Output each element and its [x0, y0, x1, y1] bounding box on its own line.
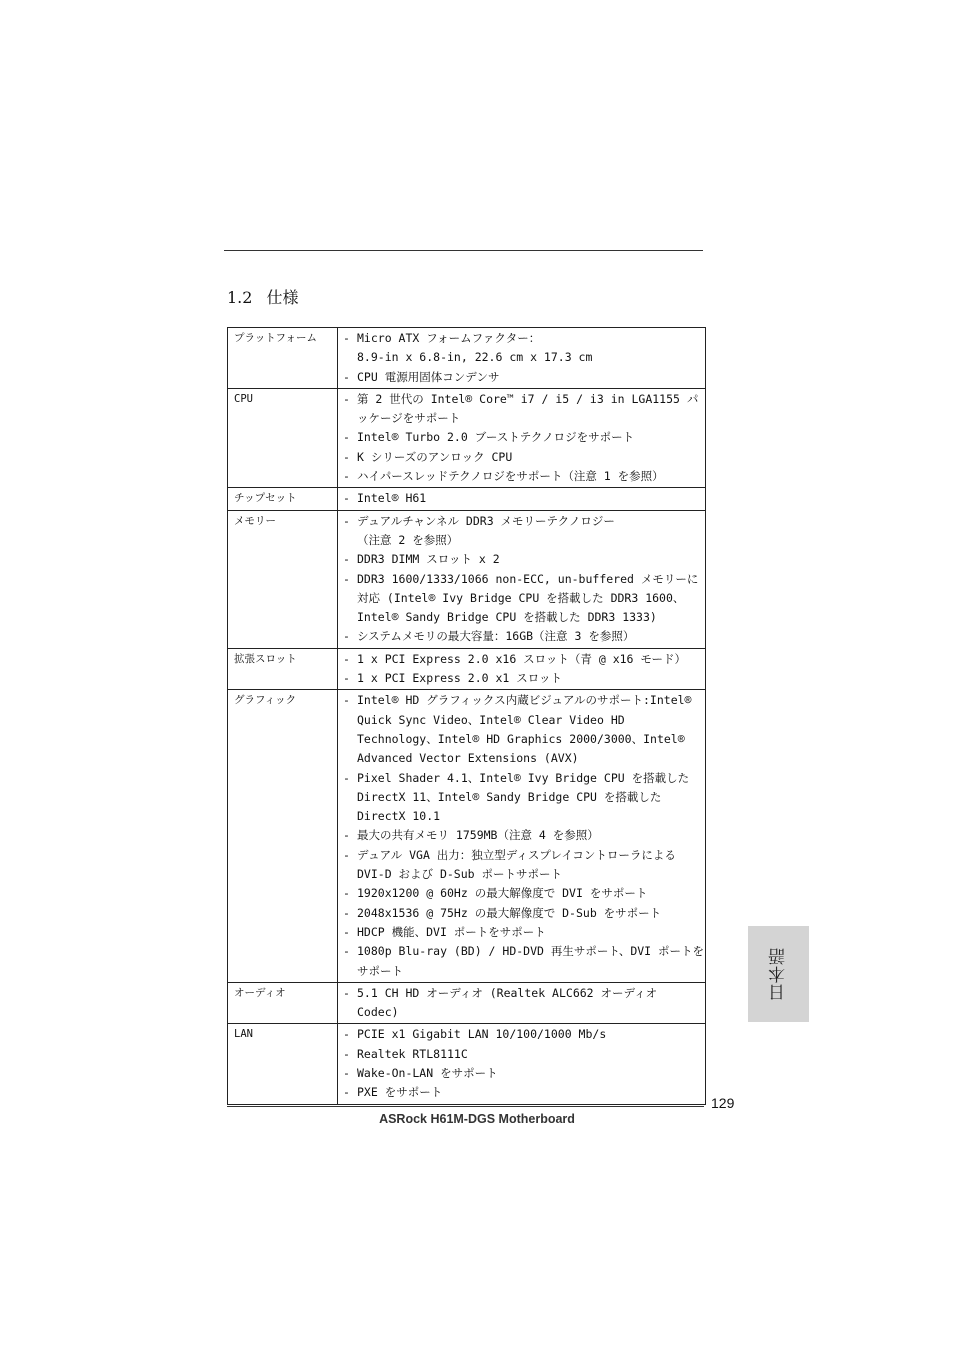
bullet-dash: -	[343, 944, 350, 959]
spec-label: CPU	[228, 388, 338, 487]
spec-item	[343, 489, 705, 508]
language-tab-label: 日本語	[769, 947, 789, 1001]
spec-label: グラフィック	[228, 690, 338, 982]
spec-item	[343, 942, 705, 981]
spec-item	[343, 826, 705, 845]
spec-item-text: 1920x1200 @ 60Hz の最大解像度で DVI をサポート	[357, 886, 648, 901]
spec-item-text: CPU 電源用固体コンデンサ	[357, 369, 500, 384]
section-number: 1.2	[227, 288, 253, 307]
spec-label: 拡張スロット	[228, 648, 338, 690]
spec-item	[343, 329, 705, 368]
spec-item	[343, 467, 705, 486]
spec-row	[228, 388, 706, 487]
section-heading	[227, 285, 298, 308]
top-divider	[224, 250, 703, 251]
spec-item	[343, 390, 705, 429]
spec-item-text: Intel® H61	[357, 491, 427, 506]
bullet-dash: -	[343, 770, 350, 785]
bullet-dash: -	[343, 651, 350, 666]
spec-item-text: DDR3 DIMM スロット x 2	[357, 552, 500, 567]
spec-values	[338, 388, 706, 487]
spec-row	[228, 1024, 706, 1104]
spec-values	[338, 1024, 706, 1104]
bullet-dash: -	[343, 369, 350, 384]
spec-item	[343, 669, 705, 688]
page-number: 129	[711, 1095, 735, 1111]
bullet-dash: -	[343, 1027, 350, 1042]
bullet-dash: -	[343, 671, 350, 686]
spec-item-text: 第 2 世代の Intel® Core™ i7 / i5 / i3 in LGA1155 パッケージをサポート	[357, 391, 699, 426]
spec-label: オーディオ	[228, 982, 338, 1024]
spec-values	[338, 648, 706, 690]
bullet-dash: -	[343, 828, 350, 843]
spec-values	[338, 510, 706, 648]
bullet-dash: -	[343, 1046, 350, 1061]
spec-item	[343, 448, 705, 467]
bullet-dash: -	[343, 430, 350, 445]
spec-item-text: 1 x PCI Express 2.0 x1 スロット	[357, 671, 563, 686]
section-title: 仕様	[266, 288, 299, 307]
spec-item-text: Intel® Turbo 2.0 ブーストテクノロジをサポート	[357, 430, 635, 445]
bullet-dash: -	[343, 693, 350, 708]
spec-item	[343, 884, 705, 903]
spec-item-text: PXE をサポート	[357, 1085, 443, 1100]
bullet-dash: -	[343, 469, 350, 484]
spec-item	[343, 691, 705, 768]
spec-item	[343, 1064, 705, 1083]
spec-item	[343, 368, 705, 387]
spec-item	[343, 1083, 705, 1102]
spec-item-text: 最大の共有メモリ 1759MB（注意 4 を参照）	[357, 828, 599, 843]
spec-label: メモリー	[228, 510, 338, 648]
spec-item	[343, 428, 705, 447]
spec-label: LAN	[228, 1024, 338, 1104]
spec-row	[228, 510, 706, 648]
language-tab	[748, 926, 809, 1022]
spec-table-body	[228, 328, 706, 1105]
spec-item	[343, 769, 705, 827]
bullet-dash: -	[343, 905, 350, 920]
spec-item-text: Realtek RTL8111C	[357, 1046, 468, 1061]
spec-item-text: 1 x PCI Express 2.0 x16 スロット（青 @ x16 モード）	[357, 651, 686, 666]
spec-values	[338, 488, 706, 510]
spec-values	[338, 328, 706, 389]
spec-item	[343, 984, 705, 1023]
bullet-dash: -	[343, 449, 350, 464]
spec-item	[343, 512, 705, 551]
bullet-dash: -	[343, 552, 350, 567]
spec-item	[343, 627, 705, 646]
spec-values	[338, 982, 706, 1024]
spec-row	[228, 488, 706, 510]
spec-item	[343, 570, 705, 628]
bullet-dash: -	[343, 924, 350, 939]
spec-item-text: K シリーズのアンロック CPU	[357, 449, 513, 464]
bullet-dash: -	[343, 1085, 350, 1100]
spec-item-text: Intel® HD グラフィックス内蔵ビジュアルのサポート:Intel® Quick Sync Video、Intel® Clear Video HD Technology、Intel® HD Graphics 2000/3000、Intel® Advanced Vector Extensions (AVX)	[357, 693, 692, 766]
spec-item-text: 2048x1536 @ 75Hz の最大解像度で D-Sub をサポート	[357, 905, 662, 920]
bullet-dash: -	[343, 847, 350, 862]
bullet-dash: -	[343, 1065, 350, 1080]
spec-item	[343, 846, 705, 885]
spec-item-text: HDCP 機能、DVI ポートをサポート	[357, 924, 546, 939]
spec-row	[228, 982, 706, 1024]
spec-item-text: DDR3 1600/1333/1066 non-ECC, un-buffered メモリーに対応 (Intel® Ivy Bridge CPU を搭載した DDR3 1600、Intel® Sandy Bridge CPU を搭載した DDR3 1333)	[357, 571, 699, 625]
spec-item-text: Wake-On-LAN をサポート	[357, 1065, 498, 1080]
spec-item-text: Micro ATX フォームファクター： 8.9-in x 6.8-in, 22.6 cm x 17.3 cm	[357, 331, 593, 365]
bullet-dash: -	[343, 985, 350, 1000]
spec-item	[343, 904, 705, 923]
spec-label: プラットフォーム	[228, 328, 338, 389]
spec-item	[343, 650, 705, 669]
bullet-dash: -	[343, 391, 350, 406]
spec-row	[228, 690, 706, 982]
spec-item	[343, 550, 705, 569]
bullet-dash: -	[343, 571, 350, 586]
spec-item-text: デュアルチャンネル DDR3 メモリーテクノロジー （注意 2 を参照）	[357, 513, 615, 547]
spec-item-text: デュアル VGA 出力：独立型ディスプレイコントローラによる DVI-D および D-Sub ポートサポート	[357, 847, 676, 882]
spec-label: チップセット	[228, 488, 338, 510]
spec-item-text: 1080p Blu-ray (BD) / HD-DVD 再生サポート、DVI ポートをサポート	[357, 944, 705, 978]
bullet-dash: -	[343, 513, 350, 528]
spec-item-text: Pixel Shader 4.1、Intel® Ivy Bridge CPU を搭載した DirectX 11、Intel® Sandy Bridge CPU を搭載した DirectX 10.1	[357, 770, 690, 824]
spec-row	[228, 648, 706, 690]
spec-row	[228, 328, 706, 389]
footer-text: ASRock H61M-DGS Motherboard	[379, 1112, 575, 1126]
bullet-dash: -	[343, 629, 350, 644]
spec-item-text: ハイパースレッドテクノロジをサポート（注意 1 を参照）	[357, 469, 664, 484]
bullet-dash: -	[343, 331, 350, 345]
spec-item	[343, 1045, 705, 1064]
bullet-dash: -	[343, 491, 350, 506]
spec-table	[227, 327, 706, 1105]
bullet-dash: -	[343, 886, 350, 901]
spec-item-text: PCIE x1 Gigabit LAN 10/100/1000 Mb/s	[357, 1027, 607, 1042]
spec-item	[343, 923, 705, 942]
spec-item	[343, 1025, 705, 1044]
spec-item-text: システムメモリの最大容量：16GB（注意 3 を参照）	[357, 629, 635, 644]
bottom-divider	[227, 1106, 704, 1107]
spec-item-text: 5.1 CH HD オーディオ (Realtek ALC662 オーディオ Codec)	[357, 985, 658, 1020]
spec-values	[338, 690, 706, 982]
